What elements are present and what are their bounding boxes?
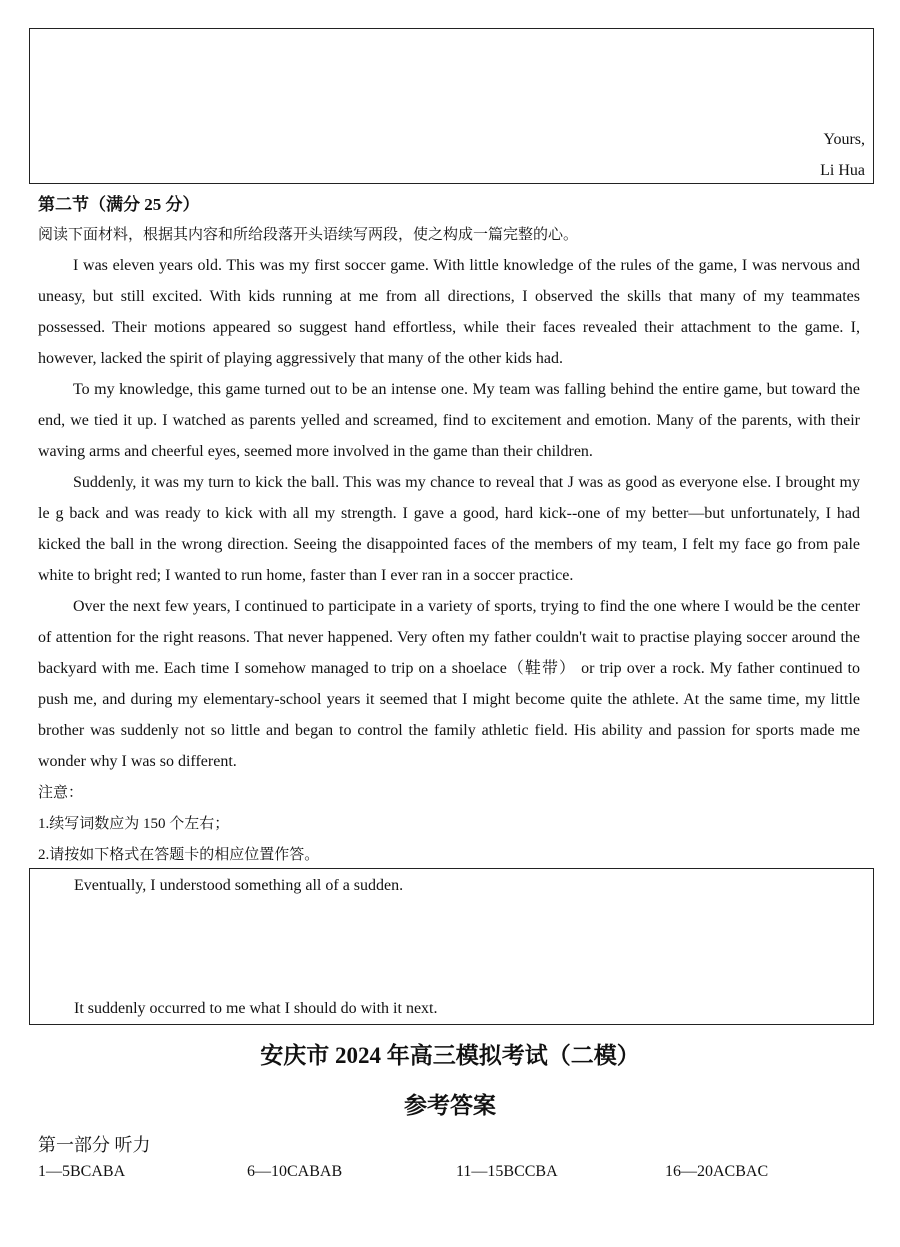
part-heading: 第一部分 听力	[38, 1135, 151, 1155]
paragraph-starter-2: It suddenly occurred to me what I should do with it next.	[74, 1000, 438, 1017]
answer-group: 6—10CABAB	[247, 1163, 343, 1180]
letter-signature-name: Li Hua	[820, 162, 865, 179]
note-item: 1.续写词数应为 150 个左右；	[38, 816, 230, 832]
passage-paragraph: I was eleven years old. This was my first soccer game. With little knowledge of the rules of the game, I was nervous and uneasy, but still excited. With kids running at me from all directions, I observed the skills that many of my teammates possessed. Their motions appeared so suggest hand effortless, while their faces revealed their attachment to the game. I, however, lacked the spirit of playing aggressively that many of the other kids had.	[38, 257, 860, 367]
passage-paragraph: Suddenly, it was my turn to kick the ball. This was my chance to reveal that J was as good as everyone else. I brought my le g back and was ready to kick with all my strength. I gave a good, hard kick--one of my better—but unfortunately, I had kicked the ball in the wrong direction. Seeing the disappointed faces of the members of my team, I felt my face go from pale white to bright red; I wanted to run home, faster than I ever ran in a soccer practice.	[38, 474, 860, 584]
notes-label: 注意：	[38, 785, 84, 801]
letter-closing: Yours,	[823, 131, 865, 148]
answer-group: 16—20ACBAC	[665, 1163, 769, 1180]
reading-passage	[38, 250, 860, 777]
continuation-answer-box	[29, 868, 874, 1025]
note-item: 2.请按如下格式在答题卡的相应位置作答。	[38, 847, 320, 863]
answer-group: 1—5BCABA	[38, 1163, 126, 1180]
section-instruction: 阅读下面材料，根据其内容和所给段落开头语续写两段，使之构成一篇完整的心。	[38, 227, 579, 243]
passage-paragraph: Over the next few years, I continued to participate in a variety of sports, trying to find the one where I would be the center of attention for the right reasons. That never happened. Very often my father couldn't wait to practise playing soccer around the backyard with me. Each time I somehow managed to trip on a shoelace（鞋带） or trip over a rock. My father continued to push me, and during my elementary-school years it seemed that I might become quite the athlete. At the same time, my little brother was suddenly not so little and began to control the family athletic field. His ability and passion for sports made me wonder why I was so different.	[38, 598, 860, 770]
passage-paragraph: To my knowledge, this game turned out to be an intense one. My team was falling behind the entire game, but toward the end, we tied it up. I watched as parents yelled and screamed, find to excitement and emotion. Many of the parents, with their waving arms and cheerful eyes, seemed more involved in the game than their children.	[38, 381, 860, 460]
paragraph-starter-1: Eventually, I understood something all of a sudden.	[74, 877, 404, 894]
letter-answer-box	[29, 28, 874, 184]
section-heading: 第二节（满分 25 分）	[38, 195, 200, 214]
notes-block	[38, 778, 319, 871]
answer-group: 11—15BCCBA	[456, 1163, 558, 1180]
answer-key-title: 参考答案	[404, 1093, 496, 1118]
exam-title: 安庆市 2024 年高三模拟考试（二模）	[260, 1043, 640, 1068]
